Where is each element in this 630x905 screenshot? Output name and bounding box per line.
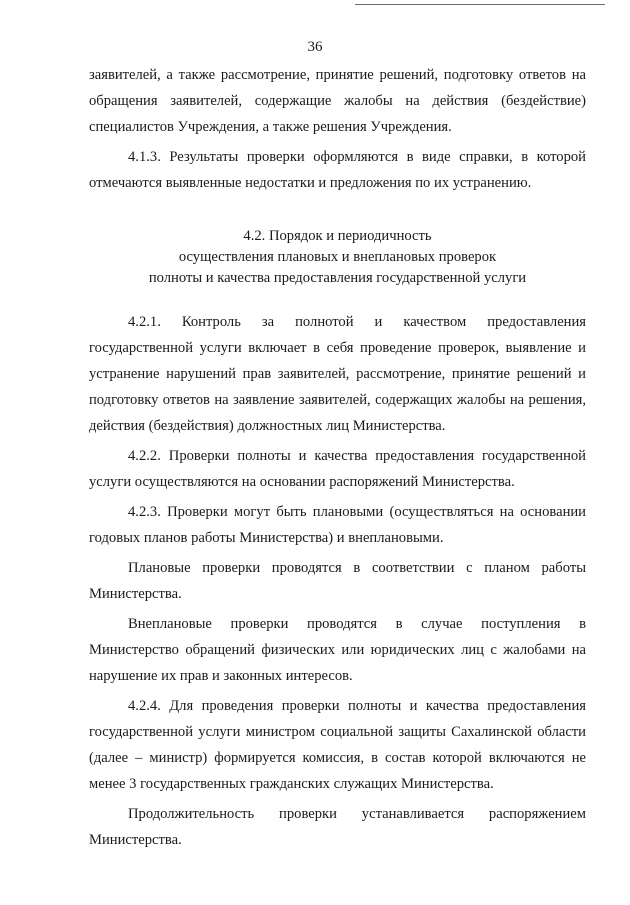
paragraph-4-2-2: 4.2.2. Проверки полноты и качества предоставления государственной услуги осуществляются на основании распоряжений Министерства. — [89, 448, 586, 490]
paragraph-continued: заявителей, а также рассмотрение, принятие решений, подготовку ответов на обращения заявителей, содержащие жалобы на действия (бездействие) специалистов Учреждения, а также решения Учреждения. — [89, 67, 586, 135]
heading-line-2: осуществления плановых и внеплановых проверок — [178, 249, 497, 265]
heading-line-1: 4.2. Порядок и периодичность — [243, 228, 432, 244]
paragraph-planned-checks: Плановые проверки проводятся в соответствии с планом работы Министерства. — [89, 560, 586, 602]
heading-line-3: полноты и качества предоставления государственной услуги — [148, 270, 527, 286]
document-body — [89, 62, 586, 853]
paragraph-4-2-3: 4.2.3. Проверки могут быть плановыми (осуществляться на основании годовых планов работы Министерства) и внеплановыми. — [89, 504, 586, 546]
paragraph-4-2-4: 4.2.4. Для проведения проверки полноты и качества предоставления государственной услуги министром социальной защиты Сахалинской области (далее – министр) формируется комиссия, в состав которой включаются не менее 3 государственных гражданских служащих Министерства. — [89, 698, 586, 792]
page-number: 36 — [307, 39, 323, 55]
paragraph-4-1-3: 4.1.3. Результаты проверки оформляются в виде справки, в которой отмечаются выявленные недостатки и предложения по их устранению. — [89, 149, 586, 191]
paragraph-duration: Продолжительность проверки устанавливается распоряжением Министерства. — [89, 806, 586, 848]
paragraph-4-2-1: 4.2.1. Контроль за полнотой и качеством предоставления государственной услуги включает в себя проведение проверок, выявление и устранение нарушений прав заявителей, рассмотрение, принятие решений и подготовку ответов на заявление заявителей, содержащих жалобы на решения, действия (бездействия) должностных лиц Министерства. — [89, 314, 586, 434]
paragraph-unplanned-checks: Внеплановые проверки проводятся в случае поступления в Министерство обращений физических или юридических лиц с жалобами на нарушение их прав и законных интересов. — [89, 616, 586, 684]
scan-edge-line — [355, 4, 605, 5]
section-heading-4-2 — [89, 226, 586, 289]
